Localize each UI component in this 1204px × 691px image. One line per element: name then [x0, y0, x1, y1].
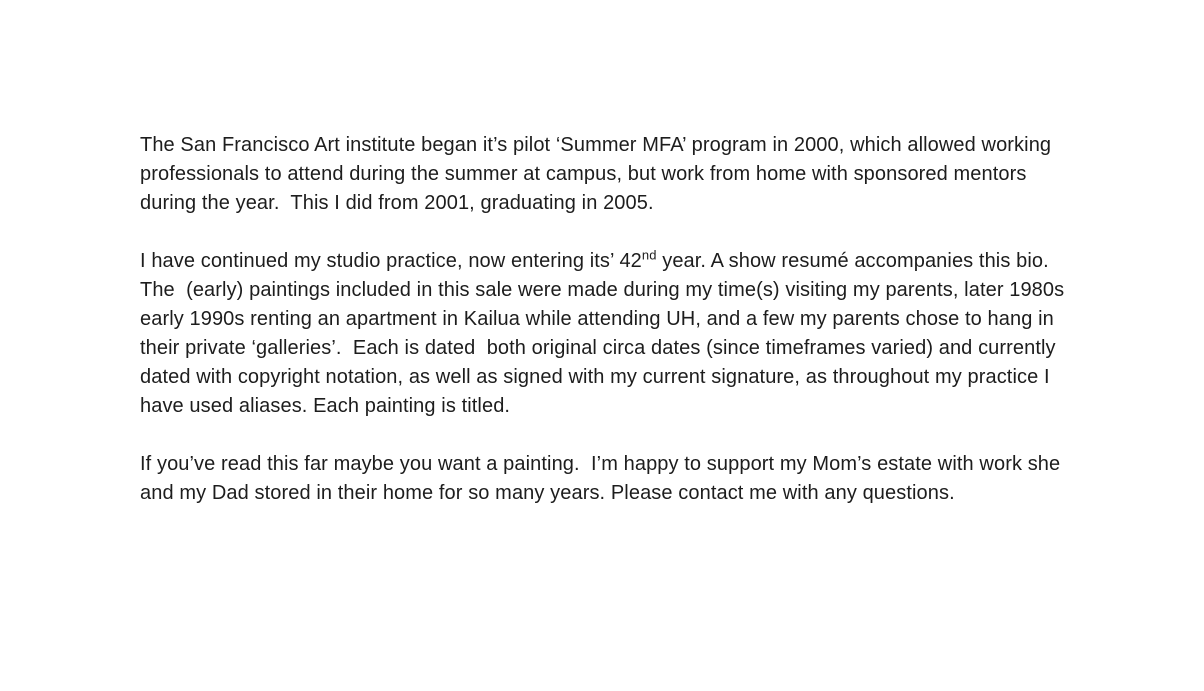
- paragraph-studio-practice-text-post: year. A show resumé accompanies this bio. The (early) paintings included in this sale were made during my time(s) visiting my parents, later 1980s early 1990s renting an apartment in Kailua while attending UH, and a few my parents chose to hang in their private ‘galleries’. Each is dated both original circa dates (since timeframes varied) and currently dated with copyright notation, as well as signed with my current signature, as throughout my practice I have used aliases. Each painting is titled.: [140, 250, 1070, 417]
- ordinal-superscript: nd: [641, 247, 657, 263]
- paragraph-sfai-program-text: The San Francisco Art institute began it’s pilot ‘Summer MFA’ program in 2000, which allowed working professionals to attend during the summer at campus, but work from home with sponsored mentors during the year. This I did from 2001, graduating in 2005.: [140, 134, 1057, 214]
- paragraph-sfai-program: [140, 131, 1068, 218]
- paragraph-contact-offer-text: If you’ve read this far maybe you want a painting. I’m happy to support my Mom’s estate with work she and my Dad stored in their home for so many years. Please contact me with any questions.: [140, 453, 1066, 504]
- paragraph-studio-practice: [140, 247, 1068, 421]
- paragraph-contact-offer: [140, 450, 1068, 508]
- document-text-block: [140, 131, 1068, 508]
- paragraph-studio-practice-text-pre: I have continued my studio practice, now entering its’ 42: [140, 250, 642, 272]
